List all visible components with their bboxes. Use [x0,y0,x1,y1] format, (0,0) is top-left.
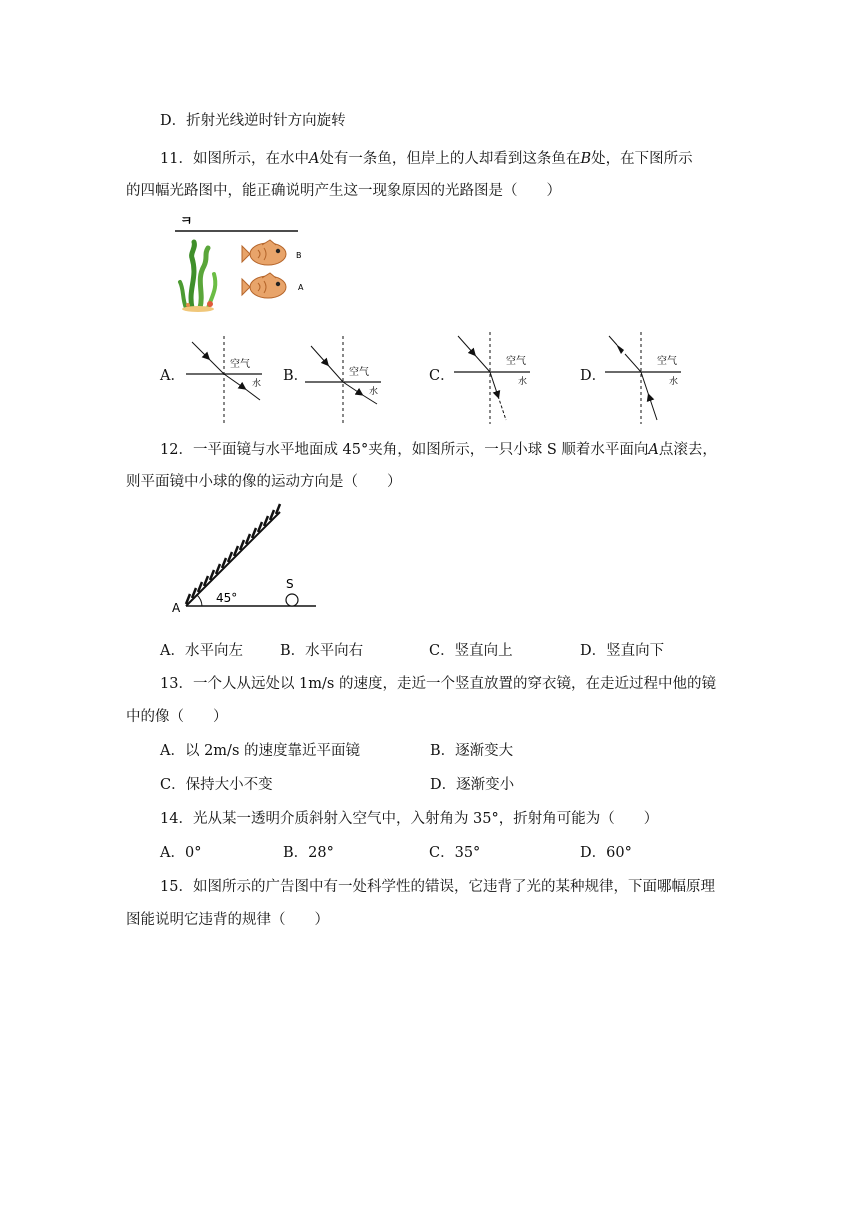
svg-text:空气: 空气 [657,356,677,367]
svg-text:空气: 空气 [349,367,369,378]
q11-option-b-label[interactable]: B． [283,368,309,384]
svg-text:水: 水 [518,377,528,387]
q12-fig-label-s: S [286,577,294,591]
q14-option-d[interactable]: D．60° [580,845,632,861]
ball-s [286,594,298,606]
q12-option-b[interactable]: B．水平向右 [280,643,364,659]
seaweed-icon [180,242,215,312]
q11-option-c-label[interactable]: C． [429,368,455,384]
q13-line-1: 13．一个人从远处以 1m/s 的速度，走近一个竖直放置的穿衣镜，在走近过程中他的镜 [160,676,716,692]
q11-fig-label-a: A [298,283,304,292]
q13-option-d[interactable]: D．逐渐变小 [430,777,515,793]
q11-fish-figure [170,208,310,318]
svg-text:水: 水 [669,377,679,387]
q12-option-d[interactable]: D．竖直向下 [580,643,665,659]
q11-line-1: 11．如图所示，在水中A处有一条鱼，但岸上的人却看到这条鱼在B处，在下图所示 [160,151,693,167]
q12-fig-label-angle: 45° [216,591,238,605]
q13-option-b[interactable]: B．逐渐变大 [430,743,514,759]
q14-option-c[interactable]: C．35° [429,845,481,861]
q14-option-a[interactable]: A．0° [160,845,202,861]
q13-line-2: 中的像（ ） [126,709,228,725]
fish-a-icon [242,273,286,298]
q11-option-b-diagram[interactable] [305,334,385,424]
q12-fig-label-a: A [172,601,181,615]
q12-option-a[interactable]: A．水平向左 [160,643,243,659]
q15-line-2: 图能说明它违背的规律（ ） [126,912,329,928]
q12-mirror-figure [166,504,326,614]
svg-text:空气: 空气 [230,359,250,370]
svg-text:水: 水 [252,379,262,389]
q11-option-a-diagram[interactable] [186,334,266,424]
q11-option-d-label[interactable]: D． [580,368,607,384]
svg-text:水: 水 [369,387,379,397]
fish-b-icon [242,240,286,265]
q13-option-a[interactable]: A．以 2m/s 的速度靠近平面镜 [160,743,360,759]
q14-line-1: 14．光从某一透明介质斜射入空气中，入射角为 35°，折射角可能为（ ） [160,811,659,827]
q15-line-1: 15．如图所示的广告图中有一处科学性的错误，它违背了光的某种规律，下面哪幅原理 [160,879,715,895]
svg-text:空气: 空气 [506,356,526,367]
q11-option-a-label[interactable]: A． [160,368,185,384]
mirror-hatching [186,504,280,604]
q12-option-c[interactable]: C．竖直向上 [429,643,513,659]
q11-line-2: 的四幅光路图中，能正确说明产生这一现象原因的光路图是（ ） [126,183,561,199]
q10-option-d: D．折射光线逆时针方向旋转 [160,113,346,129]
q11-fig-label-b: B [296,251,302,260]
q12-line-1: 12．一平面镜与水平地面成 45°夹角，如图所示，一只小球 S 顺着水平面向A点滚去， [160,442,717,458]
q14-option-b[interactable]: B．28° [283,845,334,861]
q11-option-d-diagram[interactable] [605,330,685,425]
q12-line-2: 则平面镜中小球的像的运动方向是（ ） [126,474,402,490]
q13-option-c[interactable]: C．保持大小不变 [160,777,273,793]
q11-fig-label-top: ㅋ [180,214,193,229]
q11-option-c-diagram[interactable] [454,330,534,425]
